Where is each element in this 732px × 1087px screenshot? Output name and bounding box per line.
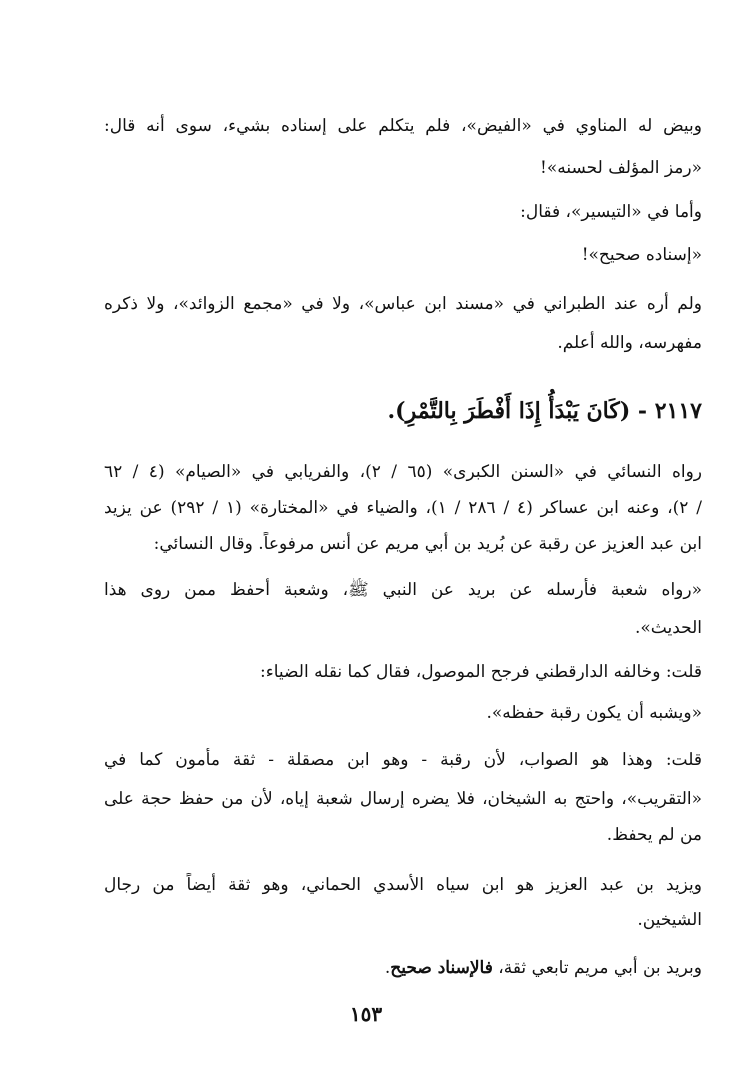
text-line: مفهرسه، والله أعلم.	[557, 333, 702, 353]
text-run: .	[384, 958, 391, 978]
hadith-separator: -	[637, 398, 648, 424]
text-line: «رواه شعبة فأرسله عن بريد عن النبي ﷺ، وشعبة أحفظ ممن روى هذا	[104, 580, 702, 600]
text-line: / ٢)، وعنه ابن عساكر (٤ / ٢٨٦ / ١)، والضياء في «المختارة» (١ / ٢٩٢) عن يزيد	[104, 498, 702, 518]
hadith-number: ٢١١٧	[654, 398, 702, 424]
text-line: من لم يحفظ.	[606, 825, 702, 845]
text-line: الشيخين.	[637, 910, 702, 930]
text-line: «إسناده صحيح»!	[581, 245, 702, 265]
hadith-heading	[300, 394, 702, 428]
text-line: ويزيد بن عبد العزيز هو ابن سياه الأسدي الحماني، وهو ثقة أيضاً من رجال	[104, 875, 702, 895]
text-line: رواه النسائي في «السنن الكبرى» (٦٥ / ٢)، والفريابي في «الصيام» (٤ / ٦٢	[104, 462, 702, 482]
text-line: ولم أره عند الطبراني في «مسند ابن عباس»، ولا في «مجمع الزوائد»، ولا ذكره	[104, 294, 702, 314]
text-line: الحديث».	[634, 618, 702, 638]
text-line: «التقريب»، واحتج به الشيخان، فلا يضره إرسال شعبة إياه، لأن من حفظ حجة على	[104, 789, 702, 809]
text-line: «ويشبه أن يكون رقبة حفظه».	[486, 703, 702, 723]
page-number: ١٥٣	[349, 1002, 383, 1026]
text-line: قلت: وخالفه الدارقطني فرجح الموصول، فقال كما نقله الضياء:	[260, 662, 702, 682]
hadith-text: (كَانَ يَبْدَأُ إِذَا أَفْطَرَ بِالتَّمْرِ).	[387, 398, 631, 424]
text-line: وبيض له المناوي في «الفيض»، فلم يتكلم على إسناده بشيء، سوى أنه قال:	[104, 116, 702, 136]
text-line: وأما في «التيسير»، فقال:	[520, 202, 702, 222]
text-line	[104, 956, 702, 980]
bold-text-run: فالإسناد صحيح	[390, 958, 493, 978]
text-line: قلت: وهذا هو الصواب، لأن رقبة - وهو ابن مصقلة - ثقة مأمون كما في	[104, 750, 702, 770]
text-run: وبريد بن أبي مريم تابعي ثقة،	[492, 958, 702, 978]
text-line: ابن عبد العزيز عن رقبة عن بُريد بن أبي مريم عن أنس مرفوعاً. وقال النسائي:	[153, 534, 702, 554]
text-line: «رمز المؤلف لحسنه»!	[540, 158, 702, 178]
